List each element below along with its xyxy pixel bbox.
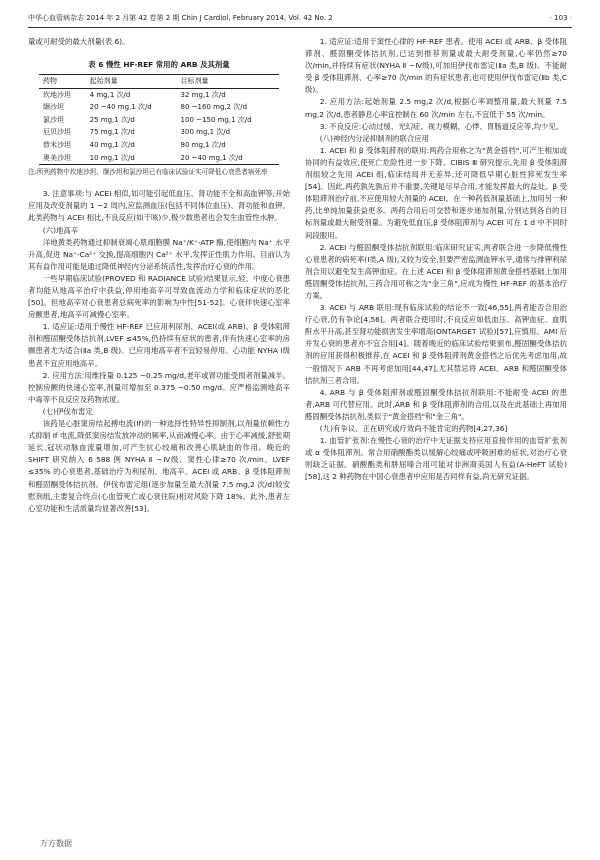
paragraph: 3. ACEI 与 ARB 联用:现有临床试验的结论不一致[46,55],两者能否合用治疗心衰,仍有争论[4,56]。两者联合使用时,不良反应如低血压、高钾血症、血肌酐水平升高,甚至肾功能损害发生率增高(ONTARGET 试验)[57],应慎用。AMI 后并发心衰的患者亦不宜合用[4]。随着晚近的临床试验结果颁布,醛固酮受体拮抗剂的应用获得积极推荐,在 ACEI 和 β 受体阻滞剂黄金搭档之后优先考虑加用,故一般情况下 ARB 不再考虑加用[44,47],尤其禁忌将 ACEI、ARB 和醛固酮受体拮抗剂三者合用。 bbox=[305, 303, 567, 385]
table-cell: 4 mg,1 次/d bbox=[89, 90, 131, 99]
section-heading: (七)伊伐布雷定 bbox=[42, 406, 93, 416]
paragraph: 1. ACEI 和 β 受体阻滞剂的联用:两药合用称之为"黄金搭档",可产生相加或协同的有益效应,使死亡危险性进一步下降。CIBIS Ⅲ 研究提示,先用 β 受体阻滞剂组较之先用 ACEI 组,临床结局并无差异,还可降低早期心脏性猝死发生率[54]。因此,两药孰先孰后并不重要,关键是尽早合用,才能发挥最大的益处。β 受体阻滞剂治疗前,不应使用较大剂量的 ACEI。在一种药低剂量基础上,加用另一种药,比单纯加量获益更多。两药合用后可交替和逐步递加剂量,分别达到各自的目标剂量或最大耐受剂量。为避免低血压,β 受体阻滞剂与 ACEI 可在 1 d 中不同时间段服用。 bbox=[305, 145, 567, 240]
table-cell: 25 mg,1 次/d bbox=[89, 115, 135, 124]
paragraph: 4. ARB 与 β 受体阻滞剂或醛固酮受体拮抗剂联用:不能耐受 ACEI 的患者,ARB 可代替应用。此时,ARB 和 β 受体阻滞剂的合用,以及在此基础上再加用醛固酮受体拮抗剂,类似于"黄金搭档"和"金三角"。 bbox=[305, 387, 567, 421]
table-cell: 奥美沙坦 bbox=[43, 153, 71, 162]
table-header-row bbox=[39, 75, 279, 89]
section-heading: (九)有争议、正在研究或疗效尚不能肯定的药物[4,27,36] bbox=[319, 424, 508, 433]
table-row bbox=[39, 139, 279, 152]
arb-dose-table bbox=[39, 74, 279, 165]
table-row bbox=[39, 88, 279, 101]
running-header bbox=[28, 10, 572, 26]
paragraph: 一些早期临床试验(PROVED 和 RADIANCE 试验)结果显示,轻、中度心衰患者均能从地高辛治疗中获益,停用地高辛可导致血流动力学和临床症状的恶化[50]。但地高辛对心衰患者总病死率的影响为中性[51-52]。心衰伴快速心室率房颤患者,地高辛可减慢心室率。 bbox=[28, 273, 290, 320]
table-cell: 坎地沙坦 bbox=[43, 90, 71, 99]
header-rule bbox=[28, 27, 572, 28]
table-cell: 厄贝沙坦 bbox=[43, 128, 71, 137]
table-header-cell: 药物 bbox=[43, 77, 57, 86]
table-cell: 20 ~40 mg,1 次/d bbox=[180, 153, 243, 162]
section-heading: (六)地高辛 bbox=[42, 225, 79, 235]
page-number: · 103 · bbox=[549, 14, 572, 22]
table-row bbox=[39, 114, 279, 127]
table-note: 注:所列药物中坎地沙坦、缬沙坦和氯沙坦已有临床试验证实可降低心衰患者病死率 bbox=[28, 168, 268, 177]
paragraph: 1. 适应证:适用于窦性心律的 HF-REF 患者。使用 ACEI 或 ARB、β 受体阻滞剂、醛固酮受体拮抗剂,已达到推荐剂量或最大耐受剂量,心率仍然≥70 次/min,并持续有症状(NYHA Ⅱ ~Ⅳ级),可加用伊伐布雷定(Ⅱa 类,B 级)。不能耐受 β 受体阻滞剂、心率≥70 次/min 的有症状患者,也可使用伊伐布雷定(Ⅱb 类,C 级)。 bbox=[305, 37, 567, 95]
table-cell: 40 mg,1 次/d bbox=[89, 141, 135, 150]
paragraph: 洋地黄类药物通过抑制衰竭心肌细胞膜 Na⁺/K⁺-ATP 酶,使细胞内 Na⁺ 水平升高,促进 Na⁺-Ca²⁺ 交换,提高细胞内 Ca²⁺ 水平,发挥正性肌力作用。目前认为其有益作用可能是通过降低神经内分泌系统活性,发挥治疗心衰的作用。 bbox=[28, 237, 290, 271]
table-cell: 80 ~160 mg,2 次/d bbox=[180, 103, 248, 112]
table-row bbox=[39, 126, 279, 139]
paragraph: 3. 注意事项:与 ACEI 相似,如可能引起低血压、肾功能不全和高血钾等;开始应用及改变剂量的 1 ~2 周内,应监测血压(包括不同体位血压)、肾功能和血钾。此类药物与 ACEI 相比,不良反应(如干咳)少,极少数患者也会发生血管性水肿。 bbox=[28, 189, 290, 223]
table-cell: 缬沙坦 bbox=[43, 103, 64, 112]
paragraph: 1. 血管扩张剂:在慢性心衰的治疗中无证据支持应用直接作用的血管扩张剂或 α 受体阻滞剂。常合用硝酸酯类以缓解心绞痛或呼吸困难的症状,对治疗心衰则缺乏证据。硝酸酯类和肼屈嗪合用可能对非洲裔美国人有益(A-HeFT 试验)[58],这 2 种药物在中国心衰患者中应用是否同样有益,尚无研究证据。 bbox=[305, 436, 567, 482]
table-cell: 20 ~40 mg,1 次/d bbox=[89, 103, 152, 112]
table-caption: 表 6 慢性 HF-REF 常用的 ARB 及其剂量 bbox=[88, 60, 230, 70]
journal-citation: 中华心血管病杂志 2014 年 2 月第 42 卷第 2 期 Chin J Cardiol, February 2014, Vol. 42 No. 2 bbox=[28, 14, 333, 22]
footer-watermark: 万方数据 bbox=[40, 839, 72, 848]
table-cell: 32 mg,1 次/d bbox=[180, 90, 226, 99]
table-cell: 80 mg,1 次/d bbox=[180, 141, 226, 150]
table-cell: 替米沙坦 bbox=[43, 141, 71, 150]
table-cell: 10 mg,1 次/d bbox=[89, 153, 135, 162]
paragraph: 2. ACEI 与醛固酮受体拮抗剂联用:临床研究证实,两者联合进一步降低慢性心衰患者的病死率(Ⅰ类,A 级),又较为安全,但要严密监测血钾水平,通常与排钾利尿剂合用以避免发生高钾血症。在上述 ACEI 和 β 受体阻滞剂黄金搭档基础上加用醛固酮受体拮抗剂,三药合用可称之为"金三角",应成为慢性 HF-REF 的基本治疗方案。 bbox=[305, 242, 567, 300]
paragraph: 3. 不良反应:心动过缓、光幻症、视力模糊、心悸、胃肠道反应等,均少见。 bbox=[319, 121, 564, 131]
paragraph: 该药是心脏窦房结起搏电流(If)的一种选择性特异性抑制剂,以剂量依赖性方式抑制 If 电流,降低窦房结发放冲动的频率,从而减慢心率。由于心率减缓,舒张期延长,冠状动脉血流量增加,可产生抗心绞痛和改善心肌缺血的作用。晚近的 SHIFT 研究纳入 6 588 例 NYHA Ⅱ ~Ⅳ级、窦性心律≥70 次/min、LVEF ≤35% 的心衰患者,基础治疗为利尿剂、地高辛、ACEI 或 ARB、β 受体阻滞剂和醛固酮受体拮抗剂。伊伐布雷定组(逐步加量至最大剂量 7.5 mg,2 次/d)较安慰剂组,主要复合终点(心血管死亡或心衰住院)相对风险下降 18%。此外,患者左心室功能和生活质量均显著改善[53]。 bbox=[28, 419, 290, 513]
table-cell: 300 mg,1 次/d bbox=[180, 128, 231, 137]
section-heading: (八)神经内分泌抑制剂的联合应用 bbox=[319, 133, 430, 143]
table-row bbox=[39, 101, 279, 114]
table-cell: 氯沙坦 bbox=[43, 115, 64, 124]
table-cell: 75 mg,1 次/d bbox=[89, 128, 135, 137]
paragraph: 2. 应用方法:起始剂量 2.5 mg,2 次/d,根据心率调整用量,最大剂量 7.5 mg,2 次/d,患者静息心率宜控制在 60 次/min 左右,不宜低于 55 次/min。 bbox=[305, 97, 567, 119]
continued-line: 量或可耐受的最大剂量(表 6)。 bbox=[28, 37, 130, 46]
right-column bbox=[305, 36, 567, 483]
table-header-cell: 目标剂量 bbox=[180, 77, 209, 86]
table-row bbox=[39, 152, 279, 165]
table-cell: 100 ~150 mg,1 次/d bbox=[180, 115, 252, 124]
table-header-cell: 起始剂量 bbox=[89, 77, 118, 86]
paragraph: 2. 应用方法:用维持量 0.125 ~0.25 mg/d,老年或肾功能受损者剂量减半。控制房颤的快速心室率,剂量可增加至 0.375 ~0.50 mg/d。应严格监测地高辛中毒等不良反应及药物浓度。 bbox=[28, 370, 290, 404]
left-column bbox=[28, 36, 290, 515]
paragraph: 1. 适应证:适用于慢性 HF-REF 已应用利尿剂、ACEI(或 ARB)、β 受体阻滞剂和醛固酮受体拮抗剂,LVEF ≤45%,仍持续有症状的患者,伴有快速心室率的房颤患者尤为适合(Ⅱa 类,B 级)。已应用地高辛者不宜轻易停用。心功能 NYHA Ⅰ级患者不宜应用地高辛。 bbox=[28, 322, 290, 368]
